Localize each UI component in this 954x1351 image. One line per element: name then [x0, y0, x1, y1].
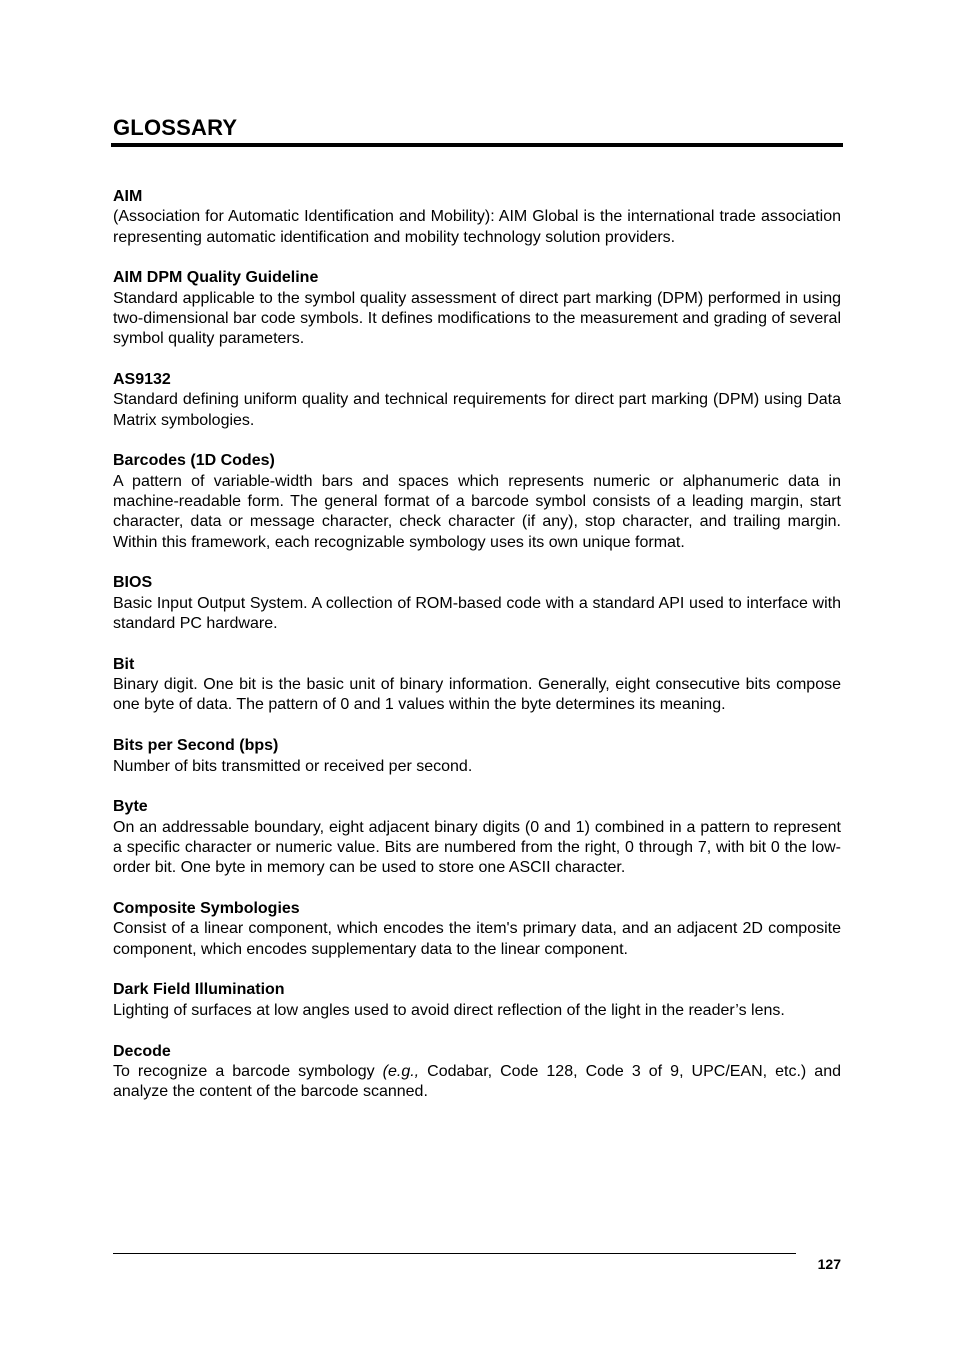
definition: Binary digit. One bit is the basic unit of binary information. Generally, eight consecutive bits compose one byte of data. The pattern of 0 and 1 values within the byte determines its meaning. — [113, 676, 841, 714]
term: Dark Field Illumination — [113, 981, 285, 999]
glossary-entry-as9132 — [113, 370, 841, 431]
definition: Standard applicable to the symbol quality assessment of direct part marking (DPM) performed in using two-dimensional bar code symbols. It defines modifications to the measurement and grading of several symbol quality parameters. — [113, 289, 841, 348]
glossary-entry-bit — [113, 655, 841, 716]
glossary-entry-bios — [113, 573, 841, 634]
term: Bit — [113, 655, 135, 673]
term: BIOS — [113, 574, 153, 592]
term: AS9132 — [113, 371, 171, 389]
term: Barcodes (1D Codes) — [113, 452, 275, 470]
term: Composite Symbologies — [113, 900, 300, 918]
definition: Basic Input Output System. A collection of ROM-based code with a standard API used to interface with standard PC hardware. — [113, 594, 841, 633]
glossary-entry-composite-symbologies — [113, 899, 841, 960]
glossary-entry-dark-field-illumination — [113, 980, 841, 1021]
definition: A pattern of variable-width bars and spaces which represents numeric or alphanumeric data in machine-readable form. The general format of a barcode symbol consists of a leading margin, start character, data or message character, check character (if any), stop character, and trailing margin. Within this framework, each recognizable symbology uses its own unique format. — [113, 472, 841, 551]
page-title: GLOSSARY — [113, 115, 238, 140]
term: Decode — [113, 1042, 171, 1060]
glossary-entry-aim-dpm-quality-guideline — [113, 268, 841, 349]
definition: Lighting of surfaces at low angles used to avoid direct reflection of the light in the reader’s lens. — [113, 1001, 785, 1019]
definition: Number of bits transmitted or received per second. — [113, 757, 473, 775]
definition-text: To recognize a barcode symbology — [113, 1062, 383, 1080]
glossary-entry-barcodes — [113, 451, 841, 552]
term: AIM — [113, 188, 143, 205]
term: Byte — [113, 798, 148, 816]
glossary-entry-decode — [113, 1042, 841, 1103]
definition-italic-text: (e.g., — [382, 1062, 420, 1080]
definition — [113, 1062, 841, 1103]
footer-rule — [113, 1253, 796, 1254]
page-number: 127 — [817, 1256, 841, 1272]
definition: (Association for Automatic Identification and Mobility): AIM Global is the international trade association representing automatic identification and mobility technology solution providers. — [113, 208, 841, 246]
definition: Standard defining uniform quality and technical requirements for direct part marking (DPM) using Data Matrix symbologies. — [113, 391, 841, 429]
title-rule — [111, 143, 843, 147]
definition-text: Codabar, Code 128, Code 3 of 9, UPC/EAN, etc.) and analyze the content of the barcode scanned. — [113, 1062, 841, 1101]
definition: Consist of a linear component, which encodes the item's primary data, and an adjacent 2D composite component, which encodes supplementary data to the linear component. — [113, 920, 841, 958]
glossary-list — [113, 187, 841, 1123]
glossary-entry-aim — [113, 187, 841, 248]
glossary-entry-bits-per-second — [113, 736, 841, 777]
term: AIM DPM Quality Guideline — [113, 269, 319, 287]
definition: On an addressable boundary, eight adjacent binary digits (0 and 1) combined in a pattern to represent a specific character or numeric value. Bits are numbered from the right, 0 through 7, with bit 0 the low-order bit. One byte in memory can be used to store one ASCII character. — [113, 818, 841, 877]
glossary-entry-byte — [113, 797, 841, 878]
term: Bits per Second (bps) — [113, 737, 279, 755]
